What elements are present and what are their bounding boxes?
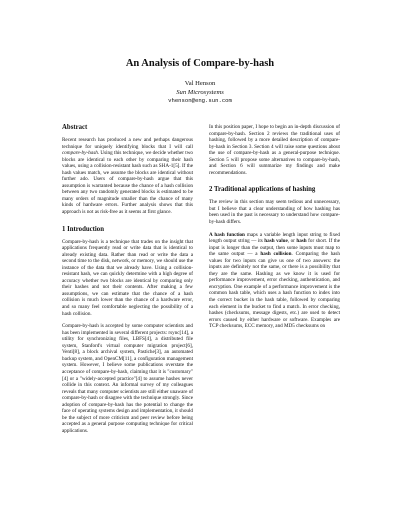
- intro-heading: 1 Introduction: [62, 225, 104, 233]
- term-hash-value: hash value: [264, 238, 288, 245]
- intro-paragraph-2: Compare-by-hash is accepted by some computer scientists and has been implemented in several different projects: rsync[14], a utility for synchronizing files, LBFS[4], a distributed file system, Stanford's virtual computer migration project[6], Venti[8], a block archival system, Pastiche[3], an automated backup system, and OpenCM[11], a configuration management system. However, I believe some publications overstate the acceptance of compare-by-hash, claiming that it is "customary"[4] or a "widely-accepted practice"[4] to assume hashes never collide in this context. An informal survey of my colleagues reveals that many computer scientists are still either unaware of compare-by-hash or disagree with the technique strongly. Since adoption of compare-by-hash has the potential to change the face of operating systems design and implementation, it should be the subject of more criticism and peer review before being accepted as a general purpose computing technique for critical applications.: [62, 323, 193, 434]
- author-block: [0, 80, 400, 106]
- term-hash-collision: hash collision: [260, 251, 292, 258]
- paper-title: An Analysis of Compare-by-hash: [125, 58, 275, 69]
- intro-paragraph-1: Compare-by-hash is a technique that trades on the insight that applications frequently read or write data that is identical to already existing data. Rather than read or write the data a second time to the disk, network, or memory, we should use the instance of the data that we already have. Using a collision-resistant hash, we can quickly determine with a high degree of accuracy whether two blocks are identical by comparing only their hashes and not their contents. After making a few assumptions, we can estimate that the chance of a hash collision is much lower than the chance of a hardware error, and so many feel comfortable neglecting the possibility of a hash collision.: [62, 238, 194, 317]
- author-email: vhenson@eng.sun.com: [168, 97, 232, 104]
- term-hash: hash: [296, 238, 307, 245]
- traditional-text-d: . Comparing the hash values for two inputs can give us one of two answers: the inputs are definitely not the same, or there is a possibility that they are the same. Hashing as we know it is used for performance improvement, error checking, authentication, and encryption. One example of a performance improvement is the common hash table, which uses a hash function to index into the correct bucket in the hash table, followed by comparing each element in the bucket to find a match. In error checking, hashes (checksums, message digests, etc.) are used to detect errors caused by either hardware or software. Examples are TCP checksums, ECC memory, and MD5 checksums on: [209, 251, 340, 330]
- traditional-text-b: , or: [287, 238, 297, 245]
- traditional-text-a: maps a variable length input string to fixed length output string — its: [209, 231, 340, 245]
- traditional-paragraph-1: The review in this section may seem tedious and unnecessary, but I believe that a clear understanding of how hashing has been used in the past is necessary to understand how compare-by-hash differs.: [209, 199, 340, 226]
- right-column: [209, 124, 340, 336]
- term-hash-function: A hash function: [209, 231, 245, 238]
- abstract-term: compare-by-hash: [62, 150, 98, 157]
- traditional-heading: 2 Traditional applications of hashing: [209, 186, 316, 194]
- traditional-paragraph-2: [209, 232, 340, 330]
- traditional-text-c: for short. If the input is longer than the output, then some inputs must map to the same output — a: [209, 238, 340, 258]
- abstract-heading: Abstract: [62, 124, 88, 131]
- left-column: [62, 124, 193, 440]
- author-affiliation: Sun Microsystems: [176, 88, 224, 96]
- intro-paragraph-3: In this position paper, I hope to begin an in-depth discussion of compare-by-hash. Section 2 reviews the traditional uses of hashing, followed by a more detailed description of compare-by-hash in Section 3. Section 4 will raise some questions about the use of compare-by-hash as a general-purpose technique. Section 5 will propose some alternatives to compare-by-hash, and Section 6 will summarize my findings and make recommendations.: [209, 124, 340, 176]
- abstract-text-part-2: . Using this technique, we decide whether two blocks are identical to each other by comparing their hash values, using a collision-resistant hash such as SHA-1[5]. If the hash values match, we assume the blocks are identical without further ado. Users of compare-by-hash argue that this assumption is warranted because the chance of a hash collision between any two randomly generated blocks is estimated to be many orders of magnitude smaller than the chance of many kinds of hardware errors. Further analysis shows that this approach is not as risk-free as it seems at first glance.: [62, 150, 193, 216]
- author-name: Val Henson: [184, 80, 216, 87]
- abstract-text: [62, 137, 193, 216]
- abstract-text-part-1: Recent research has produced a new and perhaps dangerous technique for uniquely identifying blocks that I will call: [62, 137, 193, 150]
